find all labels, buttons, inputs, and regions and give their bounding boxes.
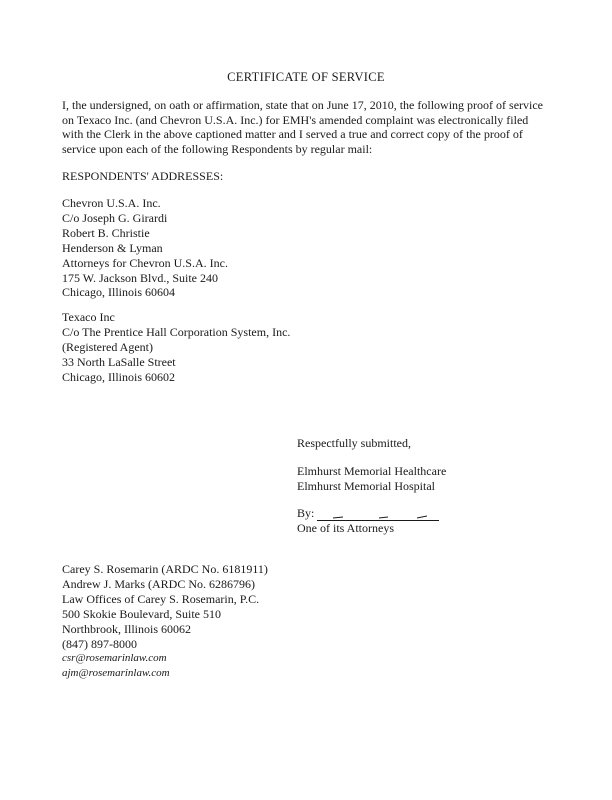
attorney-role: One of its Attorneys <box>297 520 394 535</box>
paragraph-line: on Texaco Inc. (and Chevron U.S.A. Inc.) for EMH's amended complaint was electronically filed <box>62 112 529 127</box>
respectfully-submitted: Respectfully submitted, <box>297 436 411 450</box>
counsel-line: Northbrook, Illinois 60062 <box>62 621 191 636</box>
address-line: Chicago, Illinois 60602 <box>62 369 175 384</box>
paragraph-line: I, the undersigned, on oath or affirmation, state that on June 17, 2010, the following proof of service <box>62 98 543 112</box>
client-name: Elmhurst Memorial Healthcare <box>297 464 447 478</box>
closing-salutation <box>297 436 411 451</box>
signature-stroke-icon <box>333 514 343 519</box>
paragraph-line: service upon each of the following Respondents by regular mail: <box>62 141 373 156</box>
by-label: By: <box>297 506 315 520</box>
counsel-line: (847) 897-8000 <box>62 636 137 651</box>
counsel-line: Andrew J. Marks (ARDC No. 6286796) <box>62 576 255 591</box>
counsel-block <box>62 562 268 681</box>
client-block <box>297 464 446 494</box>
certification-paragraph <box>62 98 562 156</box>
email-link[interactable]: csr@rosemarinlaw.com <box>62 652 167 665</box>
client-name: Elmhurst Memorial Hospital <box>297 478 435 493</box>
address-line: Texaco Inc <box>62 310 115 324</box>
address-line: Chicago, Illinois 60604 <box>62 285 175 300</box>
address-line: Robert B. Christie <box>62 225 150 240</box>
address-line: Henderson & Lyman <box>62 240 163 255</box>
address-line: Attorneys for Chevron U.S.A. Inc. <box>62 255 228 270</box>
counsel-line: 500 Skokie Boulevard, Suite 510 <box>62 606 221 621</box>
email-link[interactable]: ajm@rosemarinlaw.com <box>62 667 170 680</box>
address-line: C/o Joseph G. Girardi <box>62 210 168 225</box>
address-line: C/o The Prentice Hall Corporation System, Inc. <box>62 324 291 339</box>
counsel-line: Law Offices of Carey S. Rosemarin, P.C. <box>62 591 260 606</box>
signature-stroke-icon <box>379 514 389 519</box>
respondent-address-texaco <box>62 310 290 385</box>
signature-line <box>317 508 439 521</box>
counsel-line: Carey S. Rosemarin (ARDC No. 6181911) <box>62 562 268 576</box>
address-line: 33 North LaSalle Street <box>62 354 176 369</box>
respondent-address-chevron <box>62 196 228 300</box>
address-line: 175 W. Jackson Blvd., Suite 240 <box>62 270 219 285</box>
page-title: CERTIFICATE OF SERVICE <box>227 70 385 84</box>
signature-block <box>297 506 439 536</box>
address-line: (Registered Agent) <box>62 339 153 354</box>
respondents-heading: RESPONDENTS' ADDRESSES: <box>62 169 224 183</box>
address-line: Chevron U.S.A. Inc. <box>62 196 161 210</box>
paragraph-line: with the Clerk in the above captioned matter and I served a true and correct copy of the proof of <box>62 127 523 142</box>
signature-stroke-icon <box>417 514 427 519</box>
